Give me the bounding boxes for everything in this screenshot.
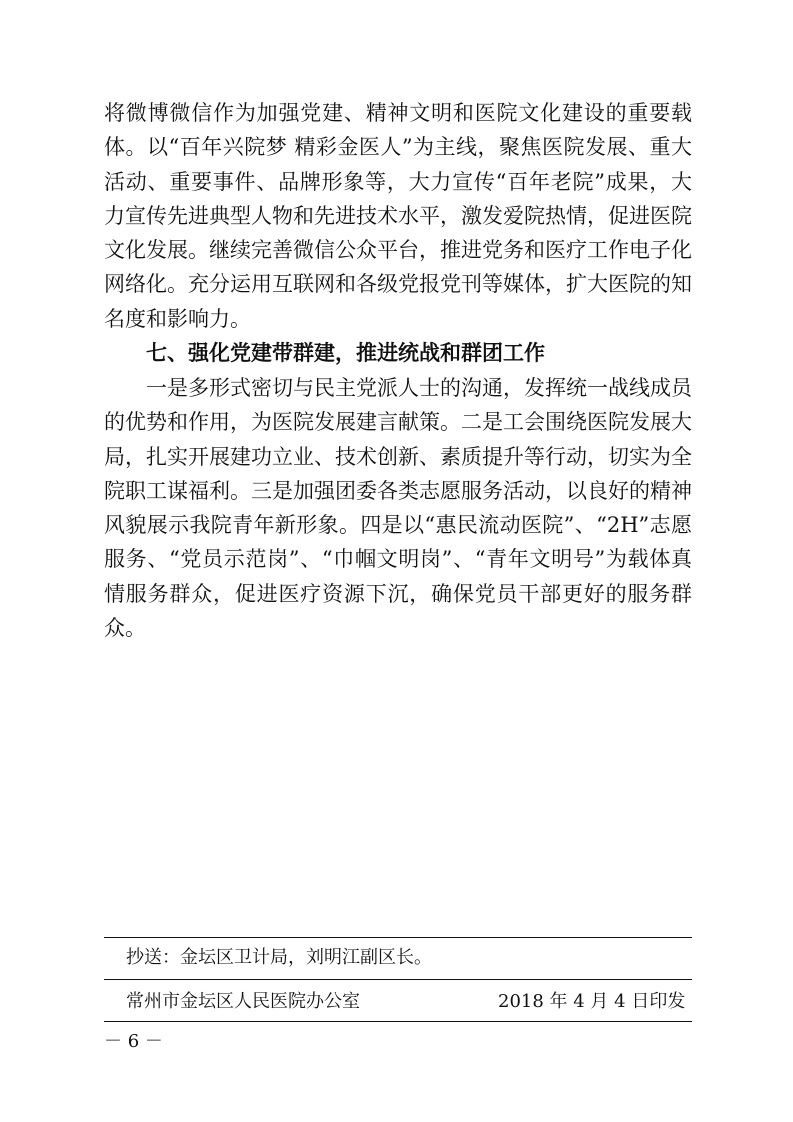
intro-paragraph: 将微博微信作为加强党建、精神文明和医院文化建设的重要载体。以“百年兴院梦 精彩金医人”为主线，聚焦医院发展、重大活动、重要事件、品牌形象等，大力宣传“百年老院”成果，大力宣传先进典型人物和先进技术水平，激发爱院热情，促进医院文化发展。继续完善微信公众平台，推进党务和医疗工作电子化网络化。充分运用互联网和各级党报党刊等媒体，扩大医院的知名度和影响力。 (104, 101, 692, 331)
footer-top-rule (104, 937, 692, 938)
footer-bottom-rule (104, 1021, 692, 1022)
cc-line: 抄送：金坛区卫计局，刘明江副区长。 (126, 947, 432, 968)
issue-date: 2018 年 4 月 4 日印发 (498, 991, 686, 1012)
issuer-name: 常州市金坛区人民医院办公室 (126, 991, 360, 1012)
section-seven-paragraph: 一是多形式密切与民主党派人士的沟通，发挥统一战线成员的优势和作用，为医院发展建言献策。二是工会围绕医院发展大局，扎实开展建功立业、技术创新、素质提升等行动，切实为全院职工谋福利。三是加强团委各类志愿服务活动，以良好的精神风貌展示我院青年新形象。四是以“惠民流动医院”、“2H”志愿服务、“党员示范岗”、“巾帼文明岗”、“青年文明号”为载体真情服务群众，促进医疗资源下沉，确保党员干部更好的服务群众。 (104, 376, 692, 641)
footer-middle-rule (104, 979, 692, 980)
page-number: － 6 － (104, 1031, 163, 1052)
section-heading: 七、强化党建带群建，推进统战和群团工作 (146, 341, 545, 365)
